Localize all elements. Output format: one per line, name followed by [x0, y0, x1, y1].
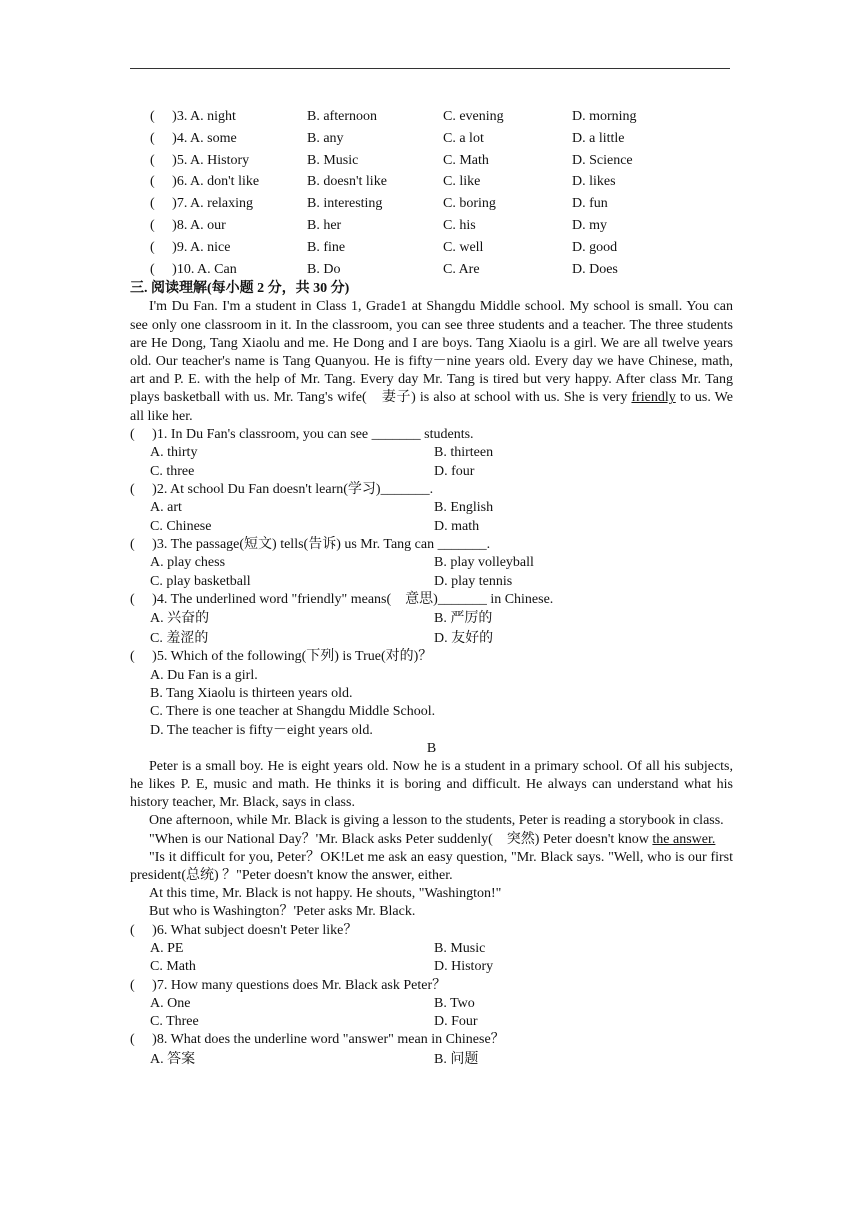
option: B. thirteen — [434, 445, 494, 461]
option: C. Math — [150, 959, 196, 975]
cloze-row: ( )10. A. Can B. Do C. Are D. Does — [150, 261, 618, 277]
cloze-row: ( )6. A. don't like B. doesn't like C. like D. likes — [150, 174, 616, 190]
question-7 — [130, 977, 733, 1032]
option: B. 严厉的 — [434, 611, 493, 627]
option: D. 友好的 — [434, 630, 494, 646]
cloze-row: ( )7. A. relaxing B. interesting C. boring D. fun — [150, 196, 608, 212]
question-8 — [130, 1031, 733, 1069]
option: C. Three — [150, 1014, 199, 1030]
cloze-row: ( )3. A. night B. afternoon C. evening D. morning — [150, 109, 637, 124]
question-stem: ( )2. At school Du Fan doesn't learn(学习)_______. — [130, 481, 434, 497]
option: A. thirty — [150, 445, 198, 461]
cloze-row: ( )4. A. some B. any C. a lot D. a little — [150, 130, 625, 146]
passage-b-paragraph: Peter is a small boy. He is eight years old. Now he is a student in a primary school. Of all his subjects, he likes P. E, music and math. He thinks it is boring and difficult. He always can understand what his history teacher, Mr. Black, says in class. — [130, 758, 733, 811]
option: C. Chinese — [150, 518, 212, 534]
option: A. play chess — [150, 555, 226, 571]
option: B. 问题 — [434, 1052, 479, 1068]
question-6 — [130, 922, 733, 977]
option: C. play basketball — [150, 573, 251, 589]
cloze-row: ( )9. A. nice B. fine C. well D. good — [150, 239, 618, 255]
option: A. 答案 — [150, 1052, 196, 1068]
option: B. Tang Xiaolu is thirteen years old. — [150, 686, 353, 702]
option: C. three — [150, 463, 195, 479]
cloze-row: ( )8. A. our B. her C. his D. my — [150, 217, 607, 233]
option: B. Two — [434, 996, 475, 1012]
underlined-word: the answer. — [652, 831, 716, 847]
option: B. Music — [434, 941, 486, 957]
passage-b-paragraph: One afternoon, while Mr. Black is giving a lesson to the students, Peter is reading a storybook in class. — [149, 813, 724, 829]
option: D. The teacher is fifty－eight years old. — [150, 722, 373, 738]
question-stem: ( )7. How many questions does Mr. Black ask Peter？ — [130, 977, 447, 993]
passage-b-paragraph: But who is Washington？'Peter asks Mr. Black. — [149, 904, 416, 920]
question-5 — [130, 648, 733, 739]
question-stem: ( )4. The underlined word "friendly" means( 意思)_______ in Chinese. — [130, 591, 554, 607]
option: D. four — [434, 463, 475, 479]
option: A. PE — [150, 941, 184, 957]
passage-a: I'm Du Fan. I'm a student in Class 1, Grade1 at Shangdu Middle school. My school is small. You can see only one classroom in it. In the classroom, you can see three students and a teacher. The three students are He Dong, Tang Xiaolu and me. He Dong and I are boys. Tang Xiaolu is a girl. We are all twelve years old. Our teacher's name is Tang Quanyou. He is fifty－nine years old. Every day we have Chinese, math, art and P. E. with the help of Mr. Tang. Every day Mr. Tang is tired but very happy. After class Mr. Tang plays basketball with us. Mr. Tang's wife( 妻子) is also at school with us. She is very friendly to us. We all like her. — [130, 299, 733, 424]
option: A. art — [150, 500, 182, 516]
passage-b-paragraph: "Is it difficult for you, Peter？OK!Let me ask an easy question, "Mr. Black says. "Well, who is our first president(总统) ？"Peter doesn't know the answer, either. — [130, 849, 733, 883]
header-rule — [130, 68, 730, 69]
question-3 — [130, 536, 733, 591]
option: D. math — [434, 518, 480, 534]
cloze-options — [130, 106, 733, 280]
question-stem: ( )1. In Du Fan's classroom, you can see _______ students. — [130, 426, 474, 442]
option: A. 兴奋的 — [150, 611, 210, 627]
question-stem: ( )8. What does the underline word "answer" mean in Chinese？ — [130, 1032, 505, 1048]
passage-b-paragraph: "When is our National Day？'Mr. Black asks Peter suddenly( 突然) Peter doesn't know the answer. — [149, 831, 716, 847]
option: B. English — [434, 500, 494, 516]
document-body — [130, 106, 733, 1070]
option: D. History — [434, 959, 494, 975]
option: D. Four — [434, 1014, 478, 1030]
option: A. Du Fan is a girl. — [150, 667, 258, 683]
question-stem: ( )3. The passage(短文) tells(告诉) us Mr. Tang can _______. — [130, 536, 491, 552]
option: C. 羞涩的 — [150, 630, 209, 646]
question-4 — [130, 591, 733, 649]
question-1 — [130, 426, 733, 481]
question-2 — [130, 481, 733, 536]
underlined-word: friendly — [631, 390, 676, 406]
question-stem: ( )5. Which of the following(下列) is True(对的)？ — [130, 649, 433, 665]
question-stem: ( )6. What subject doesn't Peter like？ — [130, 922, 358, 938]
option: C. There is one teacher at Shangdu Middle School. — [150, 704, 436, 720]
cloze-row: ( )5. A. History B. Music C. Math D. Science — [150, 152, 633, 168]
passage-b-label: B — [426, 740, 437, 756]
option: A. One — [150, 996, 191, 1012]
section-title: 三. 阅读理解(每小题 2 分，共 30 分) — [130, 281, 350, 297]
option: B. play volleyball — [434, 555, 534, 571]
passage-b-paragraph: At this time, Mr. Black is not happy. He shouts, "Washington!" — [149, 886, 502, 902]
option: D. play tennis — [434, 573, 513, 589]
